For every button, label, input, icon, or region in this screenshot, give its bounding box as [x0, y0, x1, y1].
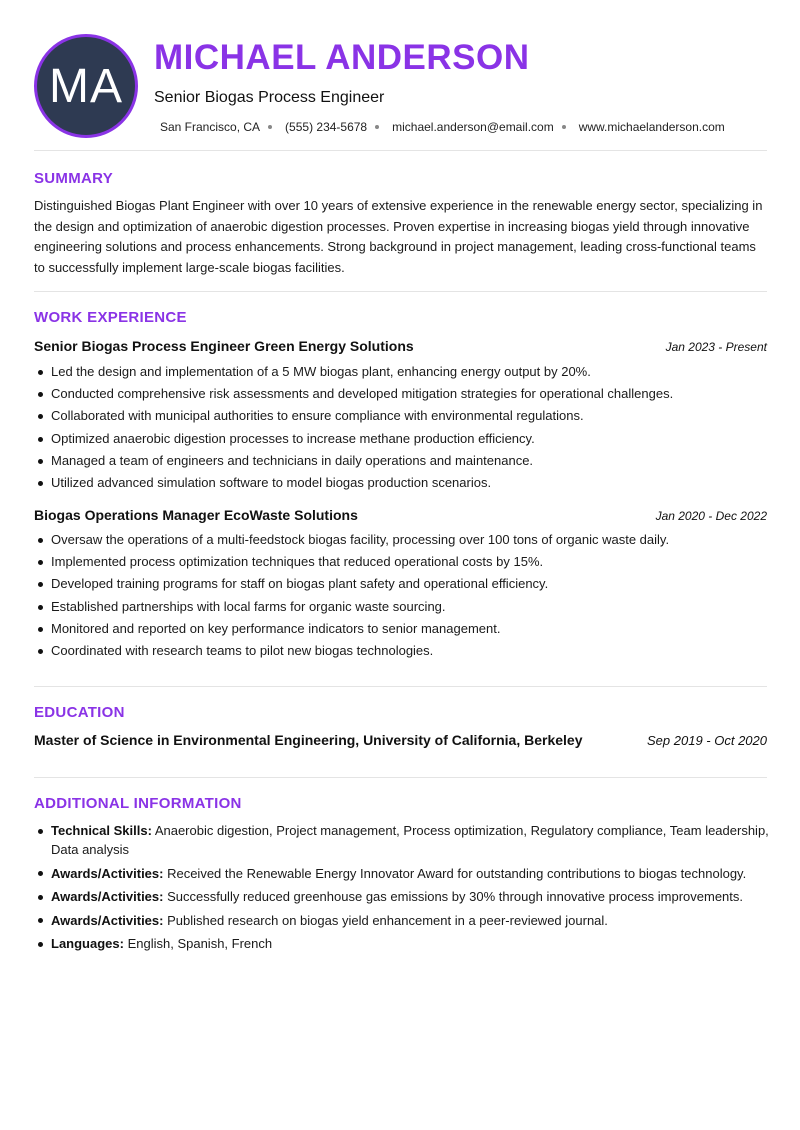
avatar-initials: MA [49, 59, 123, 113]
list-item [34, 887, 769, 906]
job-title: Biogas Operations Manager EcoWaste Solutions [34, 507, 358, 523]
resume-header [34, 34, 767, 138]
work-experience-heading: WORK EXPERIENCE [34, 309, 187, 326]
item-label: Awards/Activities: [51, 889, 164, 904]
item-text: Received the Renewable Energy Innovator Award for outstanding contributions to biogas technology. [163, 865, 747, 881]
education-heading: EDUCATION [34, 704, 125, 721]
item-text: Anaerobic digestion, Project management, Process optimization, Regulatory compliance, Team leadership, Data analysis [51, 823, 769, 857]
contact-location: San Francisco, CA [160, 120, 261, 134]
list-item: Coordinated with research teams to pilot new biogas technologies. [34, 642, 769, 660]
list-item [34, 934, 769, 953]
item-label: Awards/Activities: [51, 865, 164, 881]
list-item: Monitored and reported on key performance indicators to senior management. [34, 620, 769, 638]
job-title: Senior Biogas Process Engineer Green Energy Solutions [34, 338, 414, 354]
education-entry [34, 732, 767, 752]
education-degree: Master of Science in Environmental Engineering, University of California, Berkeley [34, 732, 583, 748]
avatar [34, 34, 138, 138]
job-bullets [34, 531, 769, 664]
separator-dot [562, 125, 566, 129]
separator-dot [375, 125, 379, 129]
list-item: Optimized anaerobic digestion processes to increase methane production efficiency. [34, 430, 769, 448]
section-divider [34, 150, 767, 151]
item-text: English, Spanish, French [123, 936, 273, 951]
list-item [34, 911, 769, 930]
list-item: Implemented process optimization techniques that reduced operational costs by 15%. [34, 553, 769, 571]
section-divider [34, 686, 767, 687]
education-dates: Sep 2019 - Oct 2020 [647, 733, 767, 748]
job-dates: Jan 2020 - Dec 2022 [655, 509, 767, 523]
job-dates: Jan 2023 - Present [665, 340, 767, 354]
contact-email[interactable]: michael.anderson@email.com [392, 120, 554, 134]
list-item: Oversaw the operations of a multi-feedstock biogas facility, processing over 100 tons of organic waste daily. [34, 531, 769, 549]
item-label: Awards/Activities: [51, 912, 164, 928]
item-label: Technical Skills: [51, 823, 152, 838]
section-divider [34, 777, 767, 778]
additional-information-heading: ADDITIONAL INFORMATION [34, 795, 242, 812]
list-item: Established partnerships with local farms for organic waste sourcing. [34, 598, 769, 616]
contact-line [160, 120, 725, 134]
contact-website[interactable]: www.michaelanderson.com [578, 120, 725, 134]
separator-dot [268, 125, 272, 129]
summary-heading: SUMMARY [34, 170, 114, 187]
item-text: Published research on biogas yield enhancement in a peer-reviewed journal. [163, 912, 608, 928]
job-header [34, 338, 767, 358]
additional-info-list [34, 821, 769, 958]
list-item [34, 821, 769, 859]
list-item: Led the design and implementation of a 5 MW biogas plant, enhancing energy output by 20%. [34, 363, 769, 381]
job-bullets [34, 363, 769, 496]
contact-phone: (555) 234-5678 [285, 120, 368, 134]
list-item: Developed training programs for staff on biogas plant safety and operational efficiency. [34, 575, 769, 593]
item-label: Languages: [51, 936, 124, 951]
list-item: Conducted comprehensive risk assessments and developed mitigation strategies for operational challenges. [34, 385, 769, 403]
item-text: Successfully reduced greenhouse gas emissions by 30% through innovative process improvements. [163, 889, 743, 904]
list-item: Utilized advanced simulation software to model biogas production scenarios. [34, 474, 769, 492]
candidate-name: MICHAEL ANDERSON [154, 38, 530, 77]
candidate-role: Senior Biogas Process Engineer [154, 89, 385, 106]
list-item [34, 864, 769, 883]
section-divider [34, 291, 767, 292]
job-header [34, 507, 767, 527]
list-item: Managed a team of engineers and technicians in daily operations and maintenance. [34, 452, 769, 470]
list-item: Collaborated with municipal authorities to ensure compliance with environmental regulations. [34, 407, 769, 425]
summary-text: Distinguished Biogas Plant Engineer with over 10 years of extensive experience in the renewable energy sector, specializing in the design and optimization of anaerobic digestion processes. Proven expertise in increasing biogas yield through innovative engineering solutions and process enhancements. Strong background in project management, leading cross-functional teams to successfully implement large-scale biogas facilities. [34, 198, 763, 275]
